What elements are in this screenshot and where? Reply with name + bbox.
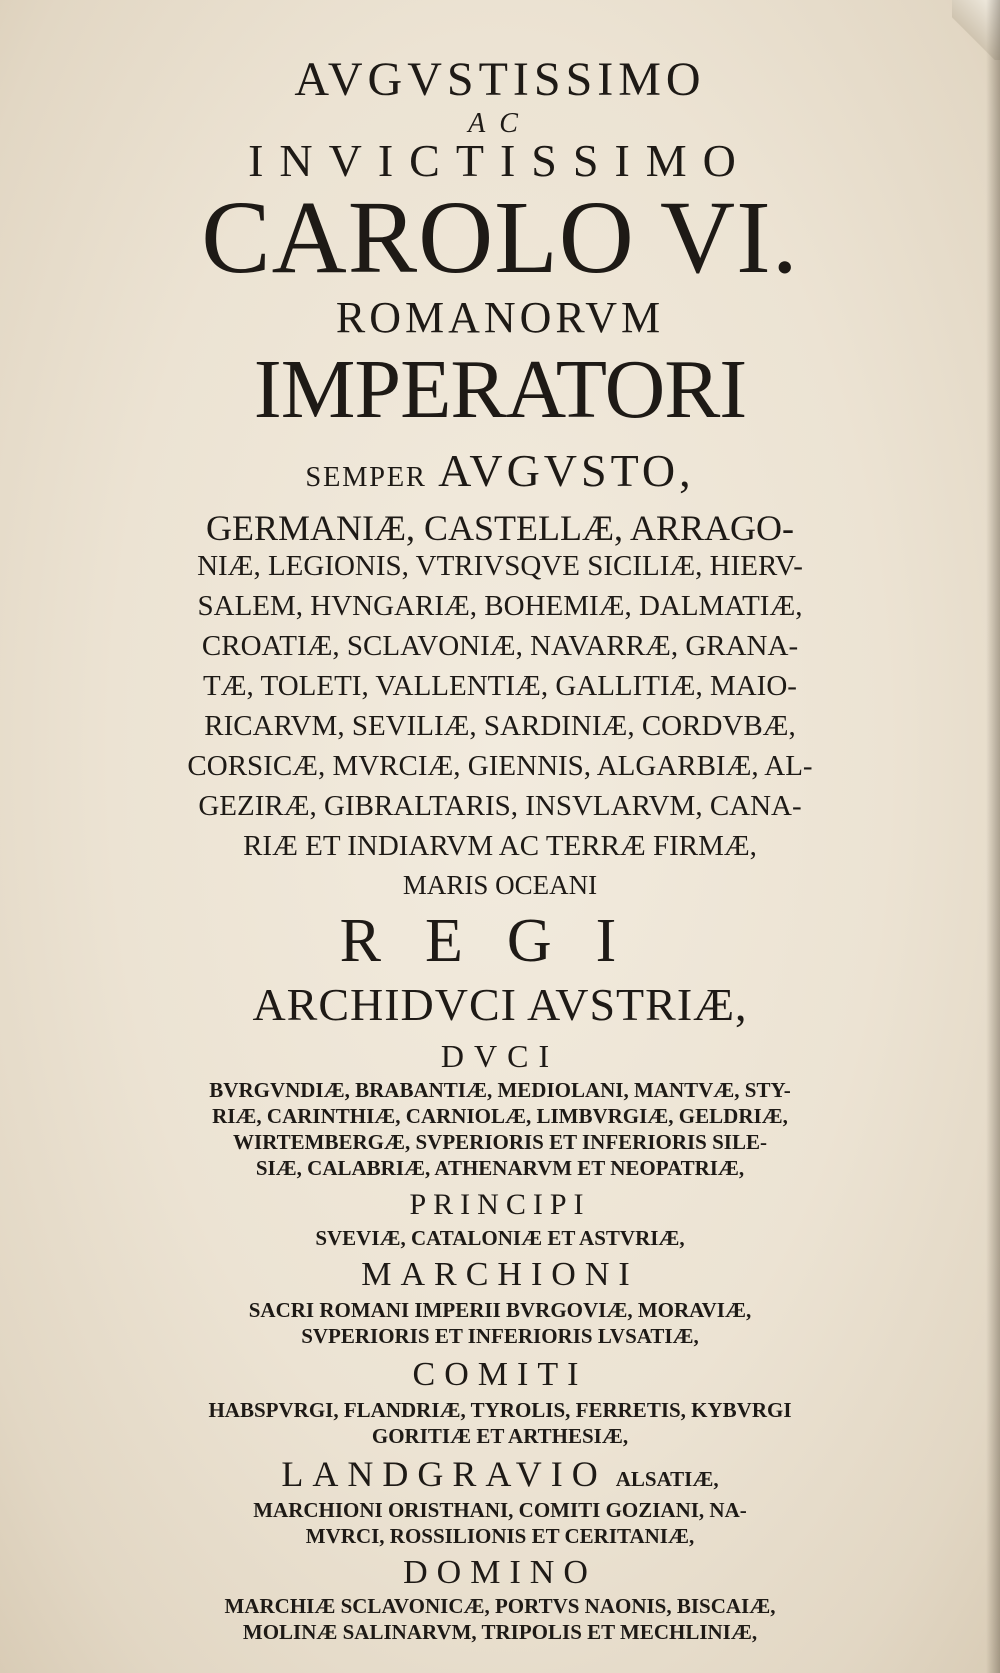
line-semper-augusto: [0, 445, 1000, 496]
line-ac: AC: [468, 108, 532, 139]
line-domino: DOMINO: [403, 1554, 597, 1591]
line-margraviates-2: SVPERIORIS ET INFERIORIS LVSATIÆ,: [301, 1324, 699, 1348]
line-landgraviate-1: MARCHIONI ORISTHANI, COMITI GOZIANI, NA-: [253, 1498, 747, 1522]
line-titles-1: GERMANIÆ, CASTELLÆ, ARRAGO-: [205, 508, 795, 548]
line-duchies-2: RIÆ, CARINTHIÆ, CARNIOLÆ, LIMBVRGIÆ, GELDRIÆ,: [212, 1104, 788, 1128]
line-principi: PRINCIPI: [409, 1188, 591, 1221]
line-titles-3: SALEM, HVNGARIÆ, BOHEMIÆ, DALMATIÆ,: [197, 590, 803, 622]
line-regi: REGI: [339, 907, 661, 975]
line-comiti: COMITI: [412, 1356, 588, 1393]
line-titles-8: GEZIRÆ, GIBRALTARIS, INSVLARVM, CANA-: [198, 790, 802, 822]
line-lordships-2: MOLINÆ SALINARVM, TRIPOLIS ET MECHLINIÆ,: [242, 1620, 758, 1644]
line-titles-2: NIÆ, LEGIONIS, VTRIVSQVE SICILIÆ, HIERV-: [197, 550, 803, 582]
line-duci: DVCI: [440, 1038, 560, 1074]
line-duchies-4: SIÆ, CALABRIÆ, ATHENARVM ET NEOPATRIÆ,: [255, 1156, 745, 1180]
line-lordships-1: MARCHIÆ SCLAVONICÆ, PORTVS NAONIS, BISCAIÆ,: [224, 1594, 776, 1618]
word-landgravio: LANDGRAVIO: [281, 1454, 607, 1494]
line-duchies-1: BVRGVNDIÆ, BRABANTIÆ, MEDIOLANI, MANTVÆ, STY-: [209, 1078, 791, 1102]
line-invictissimo: INVICTISSIMO: [248, 135, 752, 186]
line-titles-7: CORSICÆ, MVRCIÆ, GIENNIS, ALGARBIÆ, AL-: [187, 750, 813, 782]
folded-page-corner: [952, 0, 1000, 60]
line-titles-4: CROATIÆ, SCLAVONIÆ, NAVARRÆ, GRANA-: [201, 630, 799, 662]
line-titles-6: RICARVM, SEVILIÆ, SARDINIÆ, CORDVBÆ,: [204, 710, 796, 742]
line-titles-9: RIÆ ET INDIARVM AC TERRÆ FIRMÆ,: [243, 830, 757, 862]
line-principalities: SVEVIÆ, CATALONIÆ ET ASTVRIÆ,: [315, 1226, 685, 1250]
line-counties-1: HABSPVRGI, FLANDRIÆ, TYROLIS, FERRETIS, KYBVRGI: [208, 1398, 792, 1422]
word-semper: SEMPER: [305, 462, 427, 493]
line-romanorum: ROMANORVM: [335, 293, 665, 342]
line-margraviates-1: SACRI ROMANI IMPERII BVRGOVIÆ, MORAVIÆ,: [248, 1298, 752, 1322]
line-augustissimo: AVGVSTISSIMO: [294, 53, 706, 106]
line-duchies-3: WIRTEMBERGÆ, SVPERIORIS ET INFERIORIS SILE-: [233, 1130, 767, 1154]
word-alsatiae: ALSATIÆ,: [615, 1467, 719, 1491]
line-imperatori: IMPERATORI: [253, 343, 747, 436]
line-titles-5: TÆ, TOLETI, VALLENTIÆ, GALLITIÆ, MAIO-: [203, 670, 797, 702]
line-counties-2: GORITIÆ ET ARTHESIÆ,: [371, 1424, 629, 1448]
line-maris-oceani: MARIS OCEANI: [402, 870, 598, 900]
word-augusto: AVGVSTO,: [438, 445, 695, 496]
line-carolo-vi: CAROLO VI.: [201, 180, 799, 295]
line-landgravio-alsatiae: [0, 1456, 1000, 1492]
line-archiduci-austriae: ARCHIDVCI AVSTRIÆ,: [252, 979, 748, 1030]
line-marchioni: MARCHIONI: [361, 1256, 639, 1293]
line-landgraviate-2: MVRCI, ROSSILIONIS ET CERITANIÆ,: [305, 1524, 695, 1548]
